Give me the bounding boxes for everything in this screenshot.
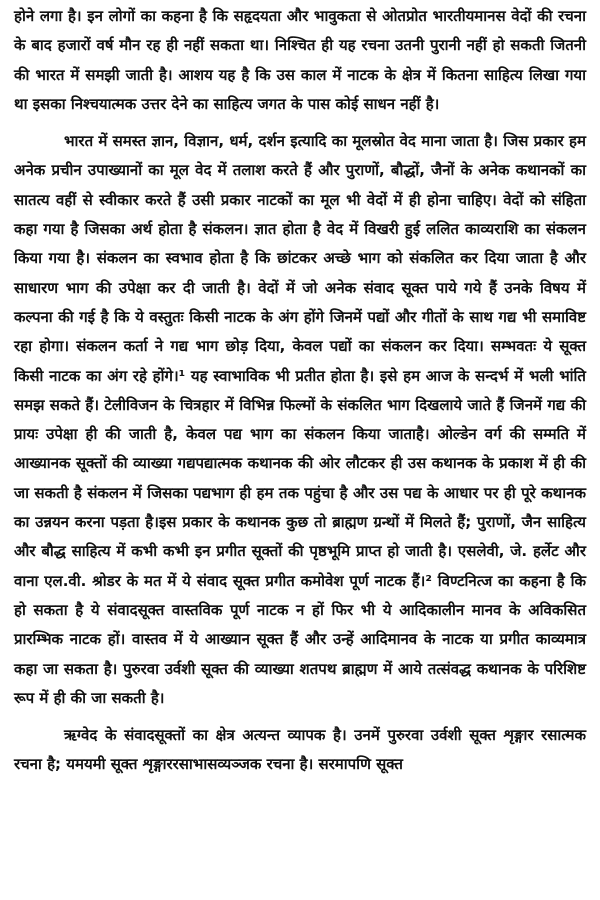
paragraph-1: होने लगा है। इन लोगों का कहना है कि सहृदयता और भावुकता से ओतप्रोत भारतीयमानस वेदों की रचना के बाद हजारों वर्ष मौन रह ही नहीं सकता था। निश्चित ही यह रचना उतनी पुरानी नहीं हो सकती जितनी की भारत में समझी जाती है। आशय यह है कि उस काल में नाटक के क्षेत्र में कितना साहित्य लिखा गया था इसका निश्चयात्मक उत्तर देने का साहित्य जगत के पास कोई साधन नहीं है। — [14, 7, 586, 113]
paragraph-3: ऋग्वेद के संवादसूक्तों का क्षेत्र अत्यन्त व्यापक है। उनमें पुरुरवा उर्वशी सूक्त शृङ्गार रसात्मक रचना है; यमयमी सूक्त शृङ्गाररसाभासव्यञ्जक रचना है। सरमापणि सूक्त — [14, 726, 586, 774]
paragraph-gap — [14, 713, 586, 721]
paragraph-2: भारत में समस्त ज्ञान, विज्ञान, धर्म, दर्शन इत्यादि का मूलस्रोत वेद माना जाता है। जिस प्रकार हम अनेक प्रचीन उपाख्यानों का मूल वेद में तलाश करते हैं और पुराणों, बौद्धों, जैनों के अनेक कथानकों का सातत्य वहीं से स्वीकार करते हैं उसी प्रकार नाटकों का मूल भी वेदों में ही होना चाहिए। वेदों को संहिता कहा गया है जिसका अर्थ होता है संकलन। ज्ञात होता है वेद में विखरी हुई ललित काव्यराशि का संकलन किया गया है। संकलन का स्वभाव होता है कि छांटकर अच्छे भाग को संकलित कर दिया जाता है और साधारण भाग की उपेक्षा कर दी जाती है। वेदों में जो अनेक संवाद सूक्त पाये गये हैं उनके विषय में कल्पना की गई है कि ये वस्तुतः किसी नाटक के अंग होंगे जिनमें पद्यों और गीतों के साथ गद्य भी समाविष्ट रहा होगा। संकलन कर्ता ने गद्य भाग छोड़ दिया, केवल पद्यों का संकलन कर दिया। सम्भवतः ये सूक्त किसी नाटक का अंग रहे होंगे।¹ यह स्वाभाविक भी प्रतीत होता है। इसे हम आज के सन्दर्भ में भली भांति समझ सकते हैं। टेलीविजन के चित्रहार में विभिन्न फिल्मों के संकलित भाग दिखलाये जाते हैं जिनमें गद्य की प्रायः उपेक्षा ही की जाती है, केवल पद्य भाग का संकलन किया जाताहै। ओल्डेन वर्ग की सम्मति में आख्यानक सूक्तों की व्याख्या गद्यपद्यात्मक कथानक की ओर लौटकर ही उस कथानक के प्रकाश में ही की जा सकती है संकलन में जिसका पद्यभाग ही हम तक पहुंचा है और उस पद्य के आधार पर ही पूरे कथानक का उन्नयन करना पड़ता है।इस प्रकार के कथानक कुछ तो ब्राह्मण ग्रन्थों में मिलते हैं; पुराणों, जैन साहित्य और बौद्ध साहित्य में कभी कभी इन प्रगीत सूक्तों की पृष्ठभूमि प्राप्त हो जाती है। एसलेवी, जे. हर्लेट और वाना एल.वी. श्रोडर के मत में ये संवाद सूक्त प्रगीत कमोवेश पूर्ण नाटक हैं।² विण्टनित्ज का कहना है कि हो सकता है ये संवादसूक्त वास्तविक पूर्ण नाटक न हों फिर भी ये आदिकालीन मानव के अविकसित प्रारम्भिक नाटक हों। वास्तव में ये आख्यान सूक्त हैं और उन्हें आदिमानव के नाटक या प्रगीत काव्यमात्र कहा जा सकता है। पुरुरवा उर्वशी सूक्त की व्याख्या शतपथ ब्राह्मण में आये तत्संवद्ध कथानक के परिशिष्ट रूप में ही की जा सकती है। — [14, 132, 586, 707]
paragraph-gap — [14, 119, 586, 127]
